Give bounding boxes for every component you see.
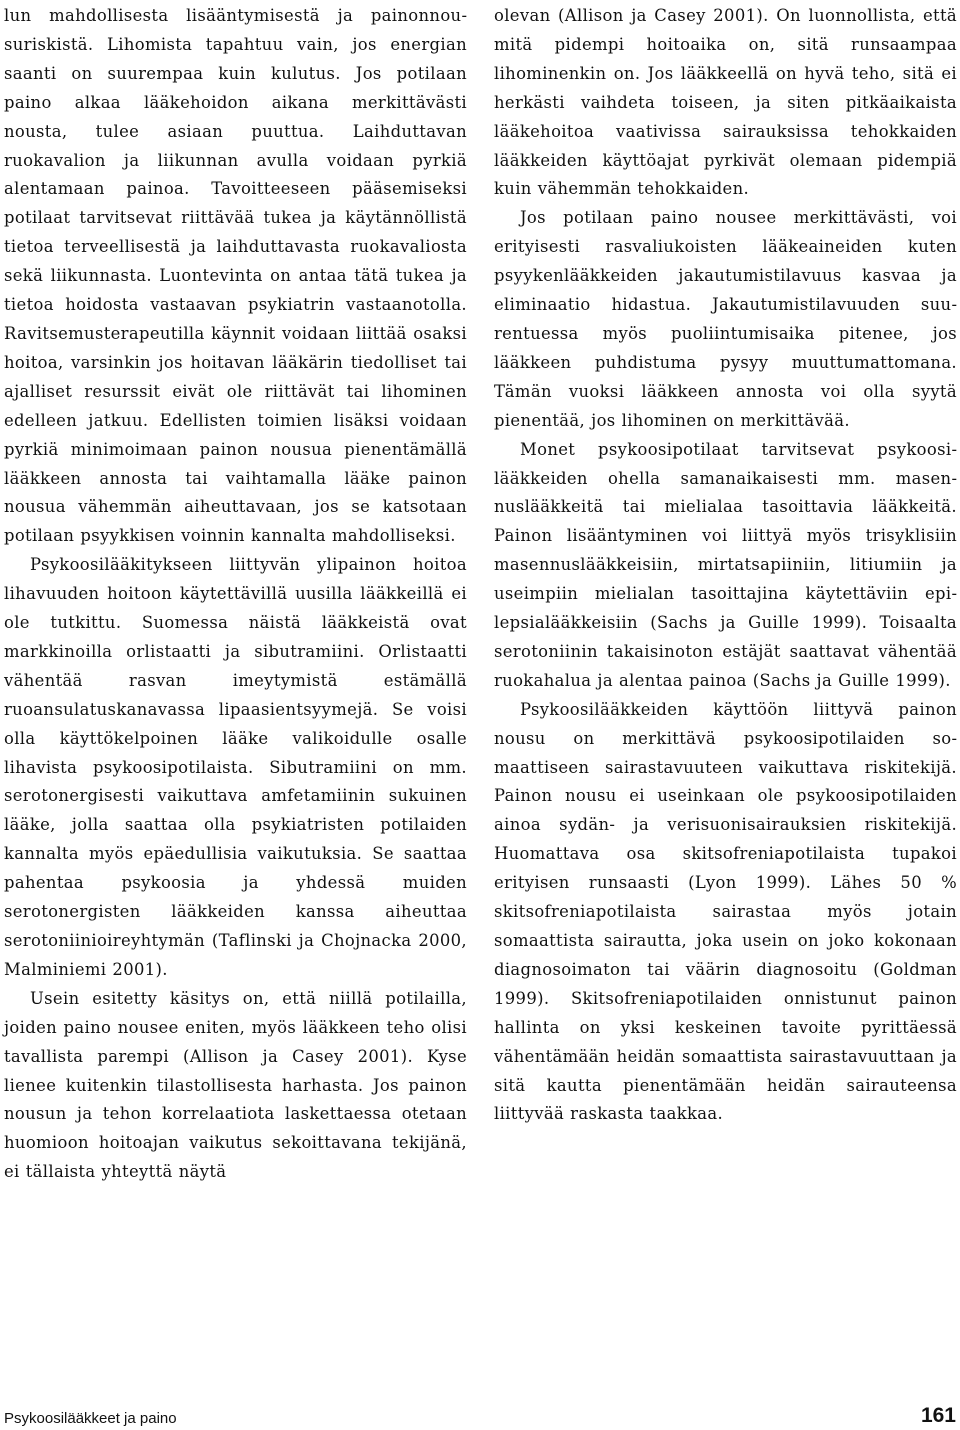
- body-paragraph: Jos potilaan paino nousee merkittävästi, voi erityisesti rasvaliukoisten lääkeaineiden kuten psyykenlääkkeiden jakautumistilavuus kasvaa ja eliminaatio hidastua. Jakautumistilavuuden suurentuessa myös puoliintumisaika pitenee, jos lääkkeen puhdistuma pysyy muuttumattomana. Tämän vuoksi lääkkeen annosta voi olla syytä pienentää, jos lihominen on merkittävää.: [494, 208, 957, 430]
- body-paragraph: lun mahdollisesta lisääntymisestä ja painonnousuriskistä. Lihomista tapahtuu vain, jos energian saanti on suurempaa kuin kulutus. Jos potilaan paino alkaa lääkehoidon aikana merkittävästi nousta, tulee asiaan puuttua. Laihduttavan ruokavalion ja liikunnan avulla voidaan pyrkiä alentamaan painoa. Tavoitteeseen pääsemiseksi potilaat tarvitsevat riittävää tukea ja käytännöllistä tietoa terveellisestä ja laihduttavasta ruokavaliosta sekä liikunnasta. Luontevinta on antaa tätä tukea ja tietoa hoidosta vastaavan psykiatrin vastaanotolla. Ravitsemusterapeutilla käynnit voidaan liittää osaksi hoitoa, varsinkin jos hoitavan lääkärin tiedolliset tai ajalliset resurssit eivät ole riittävät tai lihominen edelleen jatkuu. Edellisten toimien lisäksi voidaan pyrkiä minimoimaan painon nousua pienentämällä lääkkeen annosta tai vaihtamalla lääke painon nousua vähemmän aiheuttavaan, jos se katsotaan potilaan psyykkisen voinnin kannalta mahdolliseksi.: [4, 6, 467, 546]
- body-paragraph: Usein esitetty käsitys on, että niillä potilailla, joiden paino nousee eniten, myös lääkkeen teho olisi tavallista parempi (Allison ja Casey 2001). Kyse lienee kuitenkin tilastollisesta harhasta. Jos painon nousun ja tehon korrelaatiota laskettaessa otetaan huomioon hoitoajan vaikutus sekoittavana tekijänä, ei tällaista yhteyttä näytä: [4, 988, 467, 1182]
- page-footer: [4, 1404, 956, 1430]
- body-paragraph: Monet psykoosipotilaat tarvitsevat psykoosilääkkeiden ohella samanaikaisesti mm. masennuslääkkeitä tai mielialaa tasoittavia lääkkeitä. Painon lisääntyminen voi liittyä myös trisyklisiin masennuslääkkeisiin, mirtatsapiiniin, litiumiin ja useimpiin mielialan tasoittajina käytettäviin epilepsialääkkeisiin (Sachs ja Guille 1999). Toisaalta serotoniinin takaisinoton estäjät saattavat vähentää ruokahalua ja alentaa painoa (Sachs ja Guille 1999).: [494, 439, 957, 690]
- body-paragraph: Psykoosilääkitykseen liittyvän ylipainon hoitoa lihavuuden hoitoon käytettävillä uusilla lääkkeillä ei ole tutkittu. Suomessa näistä lääkkeistä ovat markkinoilla orlistaatti ja sibutramiini. Orlistaatti vähentää rasvan imeytymistä estämällä ruoansulatuskanavassa lipaasientsyymejä. Se voisi olla käyttökelpoinen lääke valikoidulle osalle lihavista psykoosipotilaista. Sibutramiini on mm. serotonergisesti vaikuttava amfetamiinin sukuinen lääke, jolla saattaa olla psykiatristen potilaiden kannalta myös epäedullisia vaikutuksia. Se saattaa pahentaa psykoosia ja yhdessä muiden serotonergisten lääkkeiden kanssa aiheuttaa serotoniinioireyhtymän (Taflinski ja Chojnacka 2000, Malminiemi 2001).: [4, 555, 467, 979]
- body-paragraph: Psykoosilääkkeiden käyttöön liittyvä painon nousu on merkittävä psykoosipotilaiden somaattiseen sairastavuuteen vaikuttava riskitekijä. Painon nousu ei useinkaan ole psykoosipotilaiden ainoa sydän- ja verisuonisairauksien riskitekijä. Huomattava osa skitsofreniapotilaista tupakoi erityisen runsaasti (Lyon 1999). Lähes 50 % skitsofreniapotilaista sairastaa myös jotain somaattista sairautta, joka usein on joko kokonaan diagnosoimaton tai väärin diagnosoitu (Goldman 1999). Skitsofreniapotilaiden onnistunut painon hallinta on yksi keskeinen tavoite pyrittäessä vähentämään heidän somaattista sairastavuuttaan ja sitä kautta pienentämään heidän sairauteensa liittyvää raskasta taakkaa.: [494, 699, 957, 1124]
- left-text-column: [4, 2, 467, 1187]
- right-text-column: [494, 2, 957, 1129]
- page-number: 161: [920, 1404, 956, 1427]
- body-paragraph: olevan (Allison ja Casey 2001). On luonnollista, että mitä pidempi hoitoaika on, sitä runsaampaa lihominenkin on. Jos lääkkeellä on hyvä teho, sitä ei herkästi vaihdeta toiseen, ja siten pitkäaikaista lääkehoitoa vaativissa sairauksissa tehokkaiden lääkkeiden käyttöajat pyrkivät olemaan pidempiä kuin vähemmän tehokkaiden.: [494, 6, 957, 199]
- running-title: Psykoosilääkkeet ja paino: [4, 1410, 177, 1427]
